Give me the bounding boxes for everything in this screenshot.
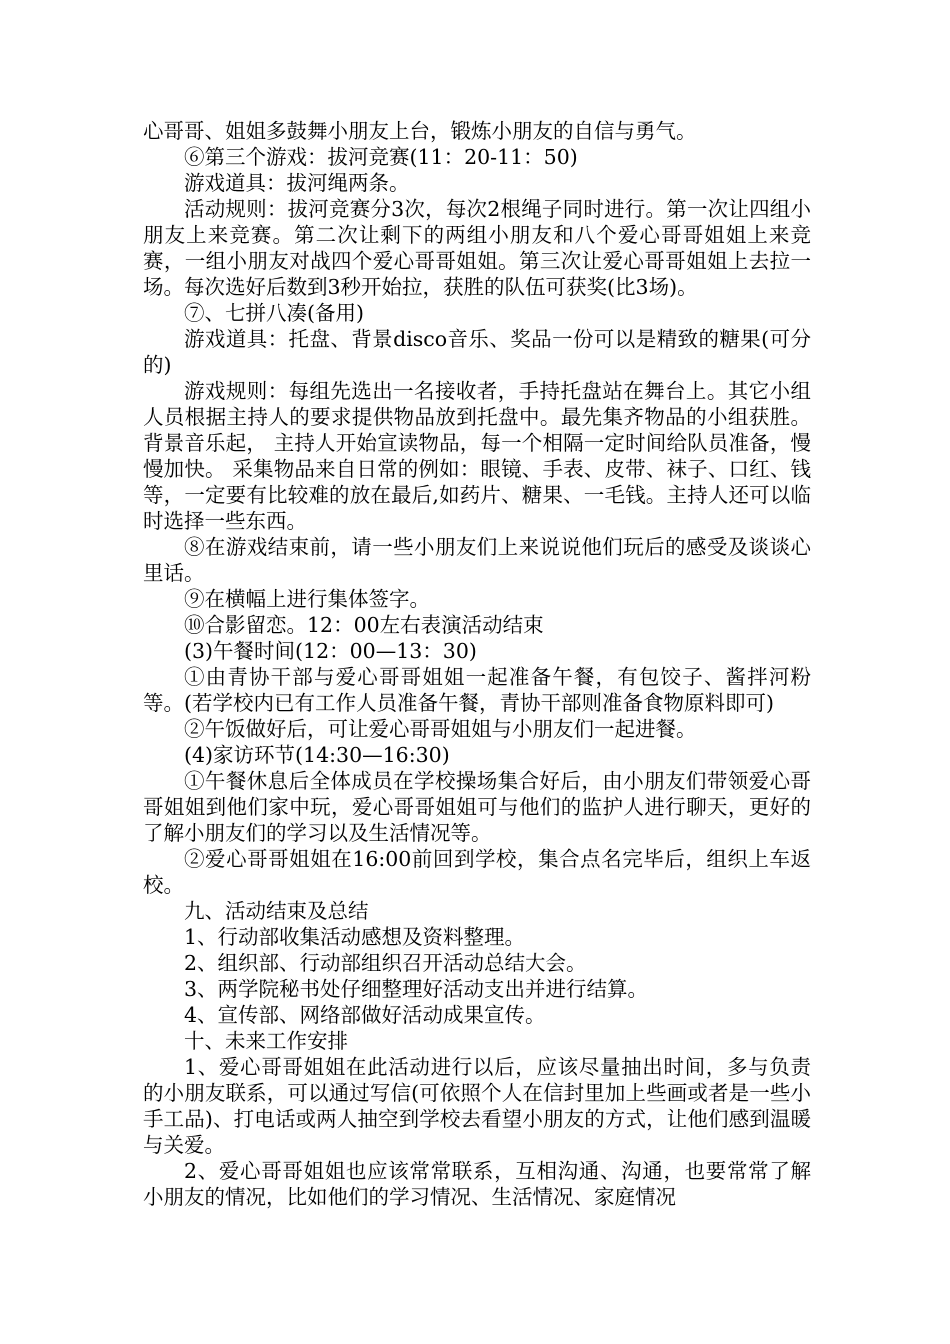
paragraph: (3)午餐时间(12：00—13：30) [184,639,477,663]
paragraph: 4、宣传部、网络部做好活动成果宣传。 [184,1003,546,1027]
paragraph: 3、两学院秘书处仔细整理好活动支出并进行结算。 [184,977,649,1001]
paragraph: 心哥哥、姐姐多鼓舞小朋友上台，锻炼小朋友的自信与勇气。 [143,119,697,143]
paragraph: ①由青协干部与爱心哥哥姐姐一起准备午餐，有包饺子、酱拌河粉等。(若学校内已有工作人员准备午餐，青协干部则准备食物原料即可) [143,665,811,715]
paragraph: ⑦、七拼八凑(备用) [184,301,364,325]
paragraph: 九、活动结束及总结 [184,899,369,923]
paragraph: ⑩合影留恋。12：00左右表演活动结束 [184,613,544,637]
paragraph: 十、未来工作安排 [184,1029,348,1053]
paragraph: ⑨在横幅上进行集体签字。 [184,587,430,611]
paragraph: ⑧在游戏结束前，请一些小朋友们上来说说他们玩后的感受及谈谈心里话。 [143,535,811,585]
paragraph: ①午餐休息后全体成员在学校操场集合好后，由小朋友们带领爱心哥哥姐姐到他们家中玩，爱心哥哥姐姐可与他们的监护人进行聊天，更好的了解小朋友们的学习以及生活情况等。 [143,769,811,845]
paragraph: 游戏道具：托盘、背景disco音乐、奖品一份可以是精致的糖果(可分的) [143,327,811,377]
paragraph: 2、组织部、行动部组织召开活动总结大会。 [184,951,587,975]
paragraph: 游戏道具：拔河绳两条。 [184,171,410,195]
paragraph: ②爱心哥哥姐姐在16:00前回到学校，集合点名完毕后，组织上车返校。 [143,847,811,897]
paragraph: ②午饭做好后，可让爱心哥哥姐姐与小朋友们一起进餐。 [184,717,697,741]
paragraph: 1、行动部收集活动感想及资料整理。 [184,925,526,949]
paragraph: 活动规则：拔河竞赛分3次，每次2根绳子同时进行。第一次让四组小朋友上来竞赛。第二次让剩下的两组小朋友和八个爱心哥哥姐姐上来竞赛，一组小朋友对战四个爱心哥哥姐姐。第三次让爱心哥哥姐姐上去拉一场。每次选好后数到3秒开始拉，获胜的队伍可获奖(比3场)。 [143,197,811,299]
paragraph: ⑥第三个游戏：拔河竞赛(11：20-11：50) [184,145,578,169]
paragraph: 2、爱心哥哥姐姐也应该常常联系，互相沟通、沟通，也要常常了解小朋友的情况，比如他们的学习情况、生活情况、家庭情况 [143,1159,811,1209]
document-page [143,118,811,1210]
paragraph: (4)家访环节(14:30—16:30) [184,743,450,767]
paragraph: 1、爱心哥哥姐姐在此活动进行以后，应该尽量抽出时间，多与负责的小朋友联系，可以通过写信(可依照个人在信封里加上些画或者是一些小手工品)、打电话或两人抽空到学校去看望小朋友的方式，让他们感到温暖与关爱。 [143,1055,811,1157]
paragraph: 游戏规则：每组先选出一名接收者，手持托盘站在舞台上。其它小组人员根据主持人的要求提供物品放到托盘中。最先集齐物品的小组获胜。 背景音乐起， 主持人开始宣读物品，每一个相隔一定时间给队员准备，慢慢加快。 采集物品来自日常的例如：眼镜、手表、皮带、袜子、口红、钱等，一定要有比较难的放在最后,如药片、糖果、一毛钱。主持人还可以临时选择一些东西。 [143,379,811,533]
